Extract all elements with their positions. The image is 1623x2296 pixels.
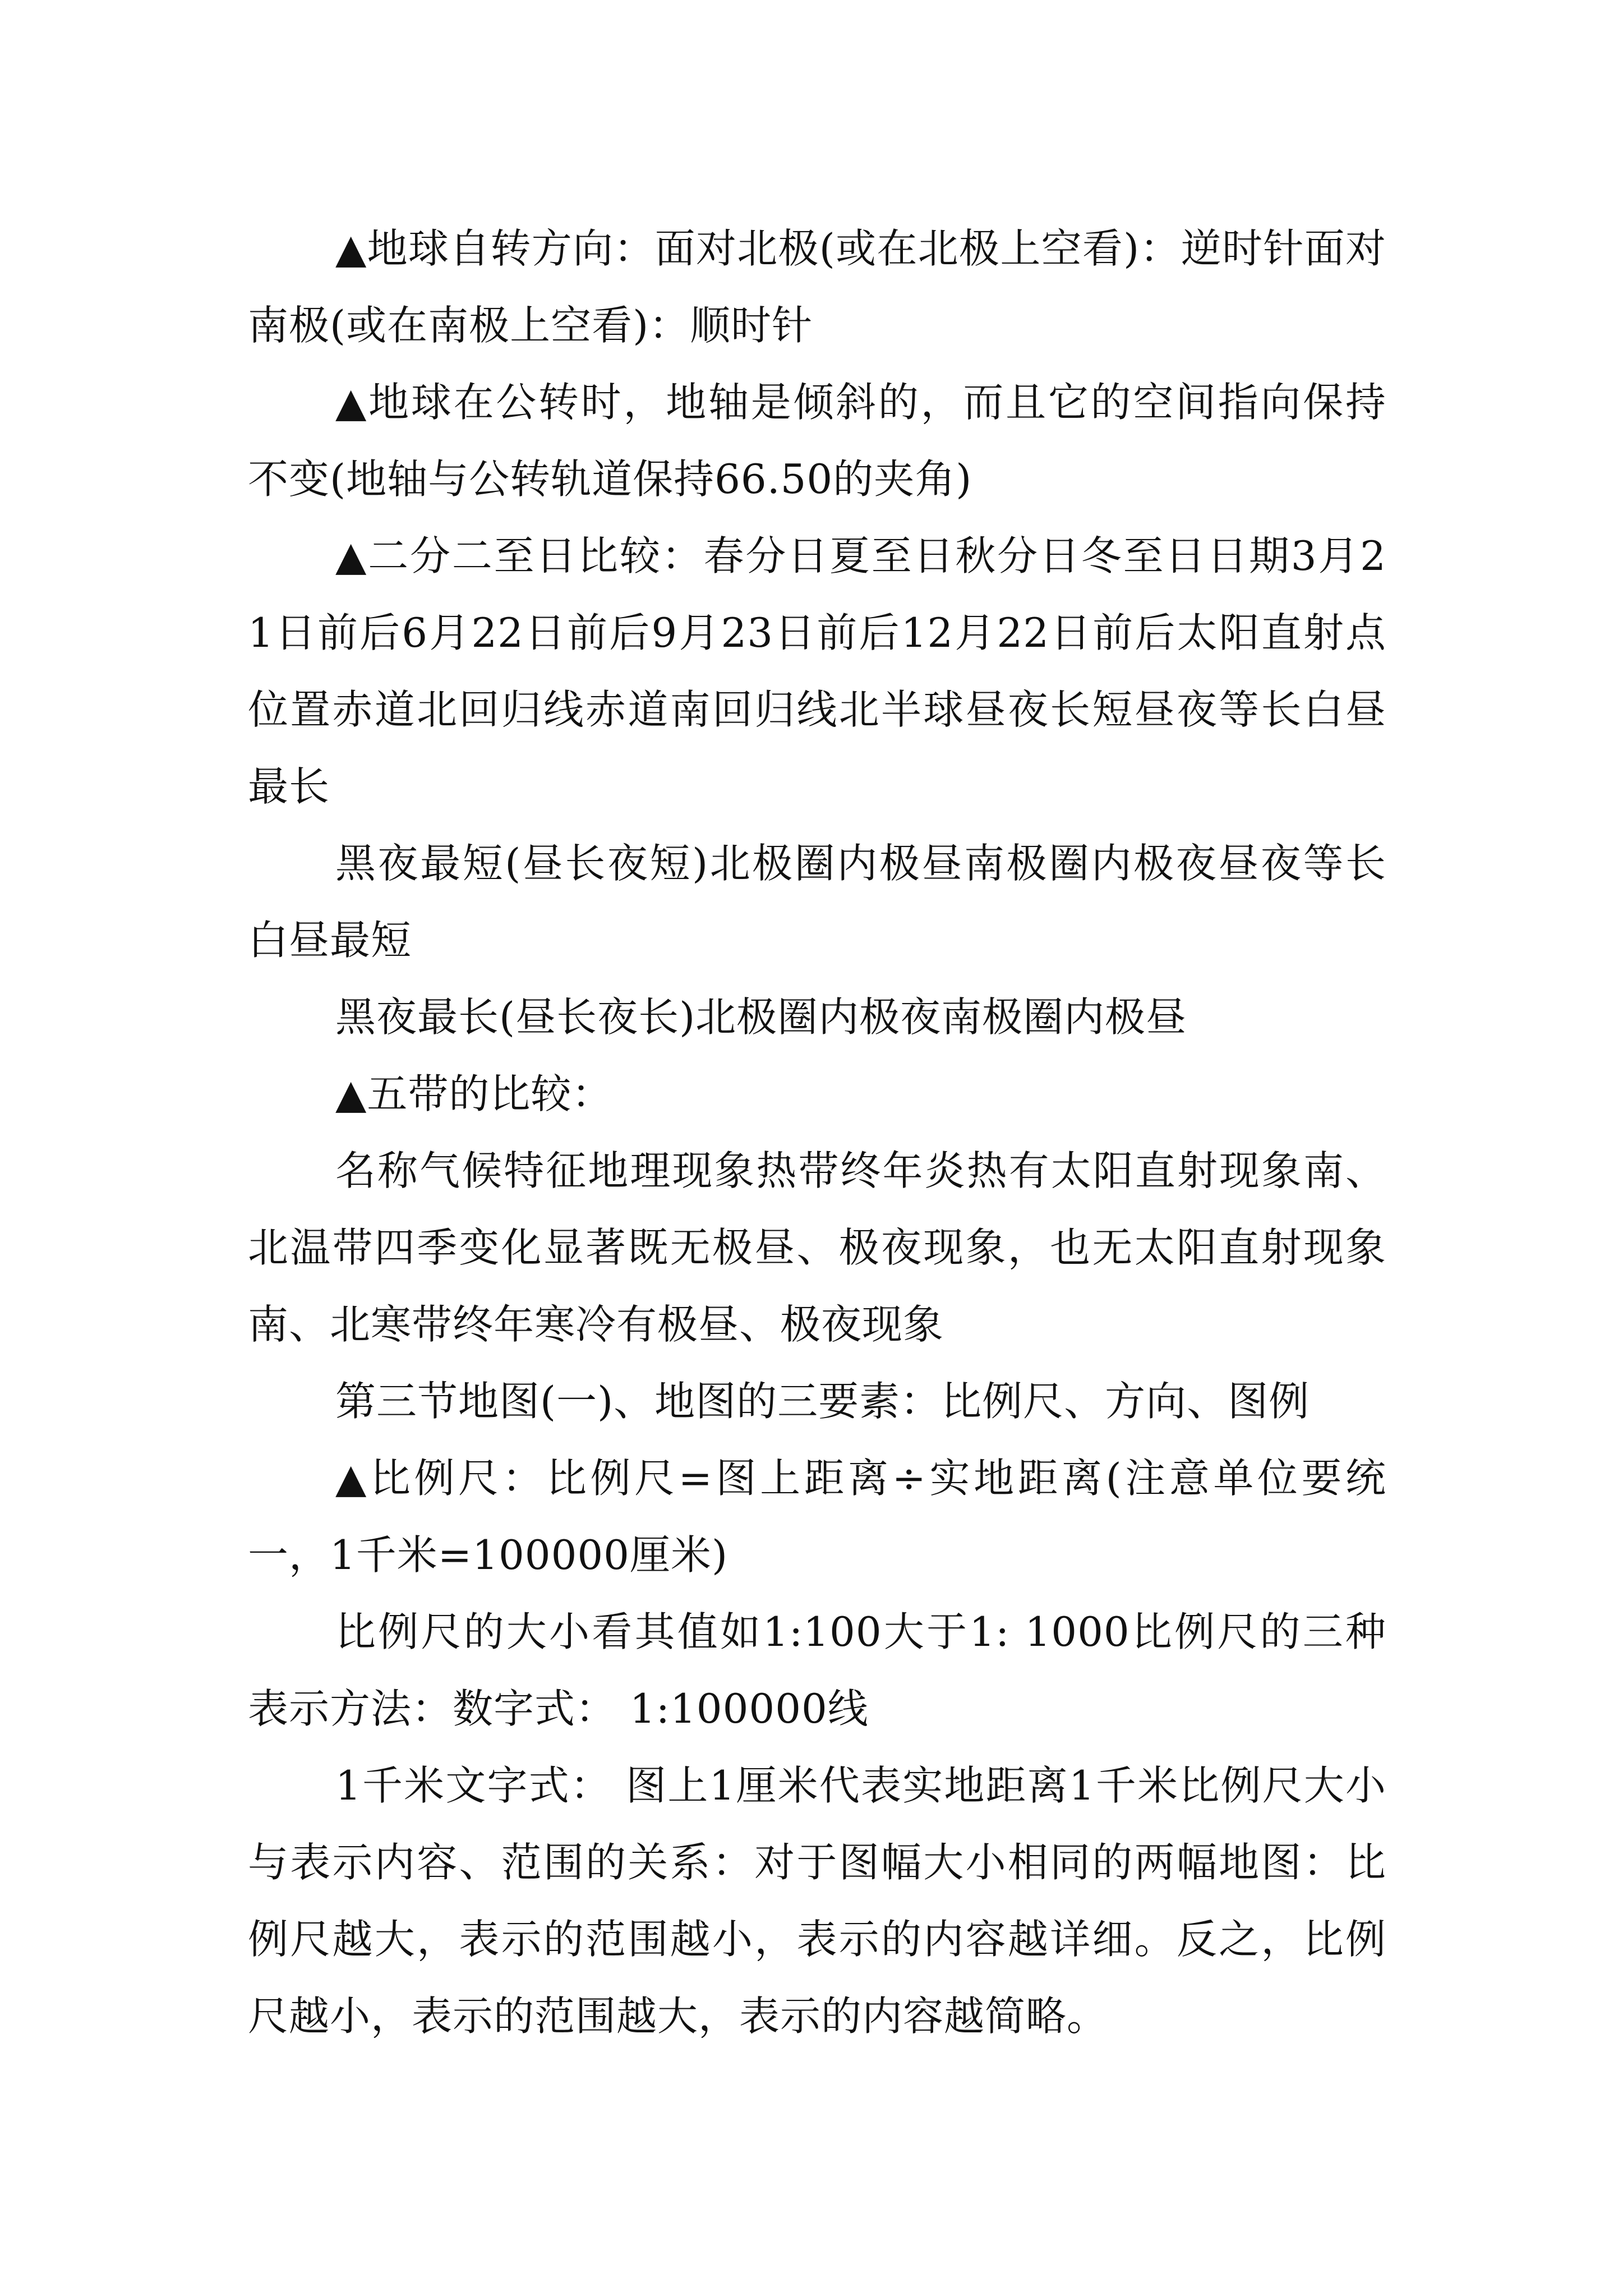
paragraph-scale-content-relationship: 1千米文字式： 图上1厘米代表实地距离1千米比例尺大小与表示内容、范围的关系：对于图幅大小相同的两幅地图：比例尺越大，表示的范围越小，表示的内容越详细。反之，比例尺越小，表示的范围越大，表示的内容越简略。 xyxy=(248,1762,1386,2040)
paragraph-five-zones-comparison: 名称气候特征地理现象热带终年炎热有太阳直射现象南、北温带四季变化显著既无极昼、极夜现象，也无太阳直射现象南、北寒带终年寒冷有极昼、极夜现象 xyxy=(248,1147,1386,1348)
document-body xyxy=(248,210,1386,2055)
paragraph-five-zones-heading: ▲五带的比较： xyxy=(335,1070,613,1117)
paragraph-earth-rotation-direction: ▲地球自转方向：面对北极(或在北极上空看)：逆时针面对南极(或在南极上空看)：顺时针 xyxy=(248,225,1386,349)
paragraph-map-elements: 第三节地图(一)、地图的三要素：比例尺、方向、图例 xyxy=(335,1378,1310,1425)
paragraph-longest-night: 黑夜最长(昼长夜长)北极圈内极夜南极圈内极昼 xyxy=(335,993,1187,1041)
paragraph-equinox-solstice-comparison: ▲二分二至日比较：春分日夏至日秋分日冬至日日期3月21日前后6月22日前后9月23日前后12月22日前后太阳直射点位置赤道北回归线赤道南回归线北半球昼夜长短昼夜等长白昼最长 xyxy=(248,532,1386,810)
paragraph-scale-size: 比例尺的大小看其值如1:100大于1: 1000比例尺的三种表示方法：数字式： 1:100000线 xyxy=(248,1608,1386,1732)
paragraph-scale-definition: ▲比例尺：比例尺=图上距离÷实地距离(注意单位要统一，1千米=100000厘米) xyxy=(248,1455,1386,1579)
paragraph-shortest-night: 黑夜最短(昼长夜短)北极圈内极昼南极圈内极夜昼夜等长白昼最短 xyxy=(248,840,1386,964)
paragraph-earth-axis-tilt: ▲地球在公转时，地轴是倾斜的，而且它的空间指向保持不变(地轴与公转轨道保持66.50的夹角) xyxy=(248,379,1386,503)
